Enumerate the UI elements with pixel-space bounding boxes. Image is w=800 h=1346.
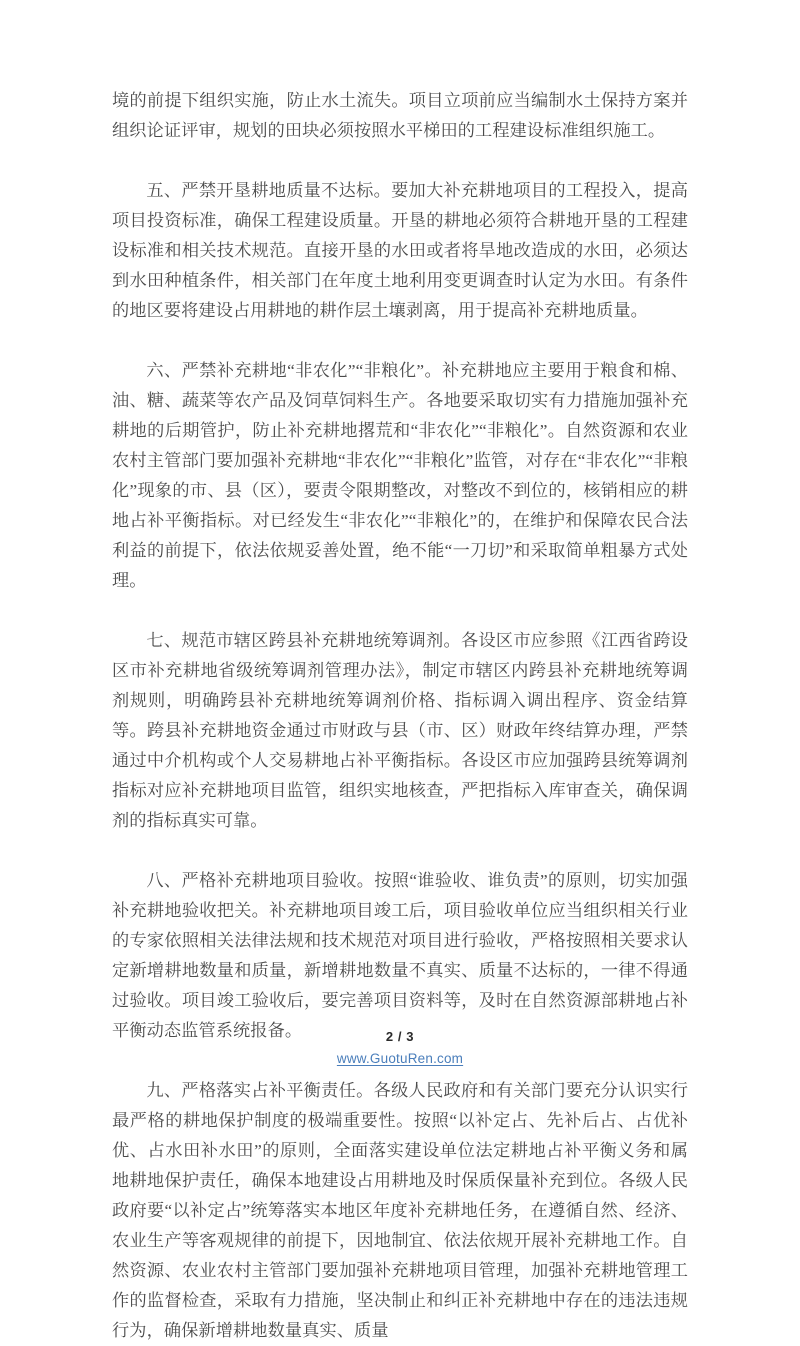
page-number-indicator: 2 / 3 — [385, 1029, 415, 1044]
paragraph-item-8: 八、严格补充耕地项目验收。按照“谁验收、谁负责”的原则，切实加强补充耕地验收把关。补充耕地项目竣工后，项目验收单位应当组织相关行业的专家依照相关法律法规和技术规范对项目进行验收，严格按照相关要求认定新增耕地数量和质量，新增耕地数量不真实、质量不达标的，一律不得通过验收。项目竣工验收后，要完善项目资料等，及时在自然资源部耕地占补平衡动态监管系统报备。 — [112, 871, 688, 1040]
paragraph-item-7: 七、规范市辖区跨县补充耕地统筹调剂。各设区市应参照《江西省跨设区市补充耕地省级统筹调剂管理办法》，制定市辖区内跨县补充耕地统筹调剂规则，明确跨县补充耕地统筹调剂价格、指标调入调出程序、资金结算等。跨县补充耕地资金通过市财政与县（市、区）财政年终结算办理，严禁通过中介机构或个人交易耕地占补平衡指标。各设区市应加强跨县统筹调剂指标对应补充耕地项目监管，组织实地核查，严把指标入库审查关，确保调剂的指标真实可靠。 — [112, 631, 688, 830]
site-url-link[interactable]: www.GuotuRen.com — [336, 1051, 464, 1066]
document-body — [112, 86, 688, 1346]
page-footer — [0, 1028, 800, 1068]
paragraph-continuation: 境的前提下组织实施，防止水土流失。项目立项前应当编制水土保持方案并组织论证评审，规划的田块必须按照水平梯田的工程建设标准组织施工。 — [112, 91, 688, 140]
paragraph-item-9: 九、严格落实占补平衡责任。各级人民政府和有关部门要充分认识实行最严格的耕地保护制度的极端重要性。按照“以补定占、先补后占、占优补优、占水田补水田”的原则，全面落实建设单位法定耕地占补平衡义务和属地耕地保护责任，确保本地建设占用耕地及时保质保量补充到位。各级人民政府要“以补定占”统筹落实本地区年度补充耕地任务，在遵循自然、经济、农业生产等客观规律的前提下，因地制宜、依法依规开展补充耕地工作。自然资源、农业农村主管部门要加强补充耕地项目管理，加强补充耕地管理工作的监督检查，采取有力措施，坚决制止和纠正补充耕地中存在的违法违规行为，确保新增耕地数量真实、质量 — [112, 1081, 688, 1340]
paragraph-item-6: 六、严禁补充耕地“非农化”“非粮化”。补充耕地应主要用于粮食和棉、油、糖、蔬菜等农产品及饲草饲料生产。各地要采取切实有力措施加强补充耕地的后期管护，防止补充耕地撂荒和“非农化”“非粮化”。自然资源和农业农村主管部门要加强补充耕地“非农化”“非粮化”监管，对存在“非农化”“非粮化”现象的市、县（区），要责令限期整改，对整改不到位的，核销相应的耕地占补平衡指标。对已经发生“非农化”“非粮化”的，在维护和保障农民合法利益的前提下，依法依规妥善处置，绝不能“一刀切”和采取简单粗暴方式处理。 — [112, 361, 688, 590]
paragraph-item-5: 五、严禁开垦耕地质量不达标。要加大补充耕地项目的工程投入，提高项目投资标准，确保工程建设质量。开垦的耕地必须符合耕地开垦的工程建设标准和相关技术规范。直接开垦的水田或者将旱地改造成的水田，必须达到水田种植条件，相关部门在年度土地利用变更调查时认定为水田。有条件的地区要将建设占用耕地的耕作层土壤剥离，用于提高补充耕地质量。 — [112, 181, 688, 320]
